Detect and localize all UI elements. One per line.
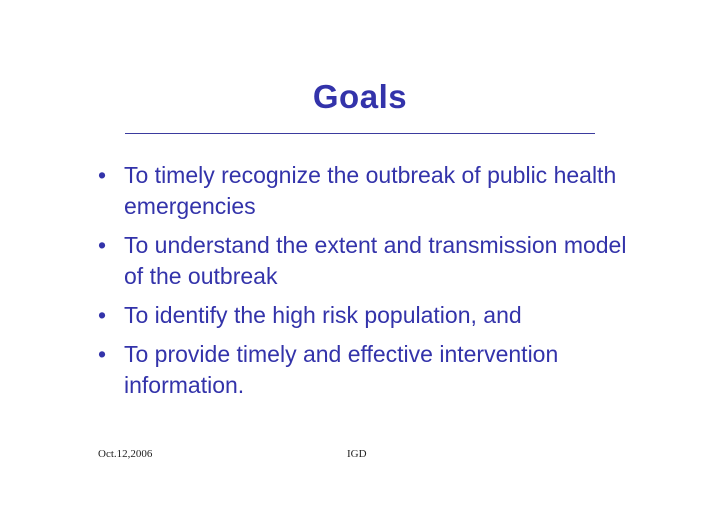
title-divider (125, 133, 595, 134)
bullet-marker-icon: • (98, 162, 107, 188)
list-item (92, 300, 652, 331)
bullet-list (92, 160, 652, 409)
list-item-text: To identify the high risk population, and (124, 302, 522, 328)
list-item (92, 230, 652, 292)
list-item-text: To timely recognize the outbreak of public health emergencies (124, 162, 617, 219)
footer-center-label: IGD (347, 448, 367, 460)
bullet-marker-icon: • (98, 302, 107, 328)
page-title: Goals (312, 78, 408, 115)
bullet-marker-icon: • (98, 232, 107, 258)
list-item (92, 339, 652, 401)
bullet-marker-icon: • (98, 341, 107, 367)
list-item-text: To provide timely and effective intervention information. (124, 341, 559, 398)
list-item-text: To understand the extent and transmission model of the outbreak (124, 232, 627, 289)
footer-date: Oct.12,2006 (98, 448, 153, 460)
list-item (92, 160, 652, 222)
